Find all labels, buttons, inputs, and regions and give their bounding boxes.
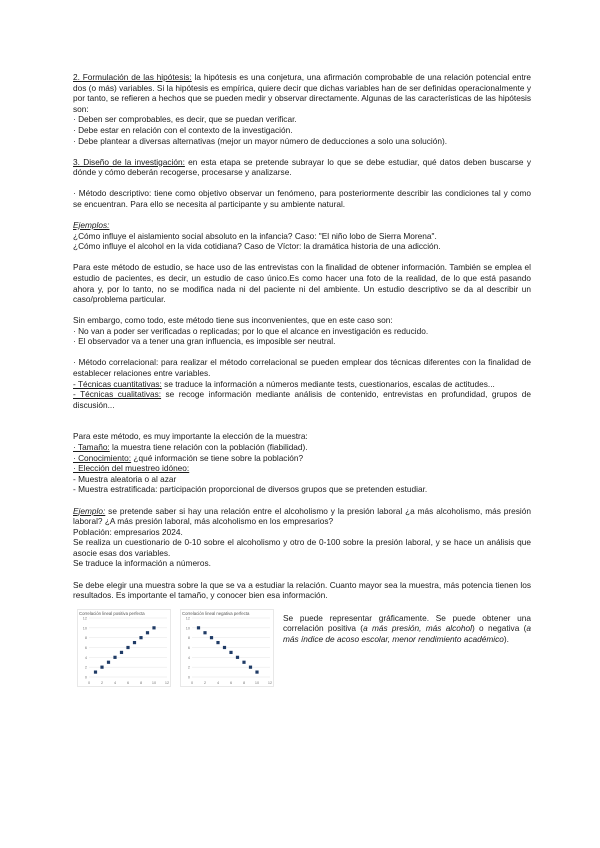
data-point bbox=[113, 655, 116, 658]
y-tick-label: 0 bbox=[84, 675, 87, 680]
charts-row bbox=[73, 609, 531, 689]
x-tick-label: 4 bbox=[216, 680, 220, 685]
sample-size-item bbox=[73, 442, 531, 453]
x-tick-label: 0 bbox=[190, 680, 194, 685]
y-tick-label: 12 bbox=[185, 616, 190, 621]
qualitative-text: se recoge información mediante análisis de contenido, entrevistas en profundidad, grupos de discusión... bbox=[73, 389, 531, 410]
data-point bbox=[197, 626, 200, 629]
example-paragraph bbox=[73, 506, 531, 527]
data-point bbox=[139, 636, 142, 639]
y-tick-label: 10 bbox=[82, 626, 87, 631]
drawback-item: · El observador va a tener una gran influencia, es imposible ser neutral. bbox=[73, 336, 336, 347]
x-tick-label: 0 bbox=[87, 680, 91, 685]
section-2-heading: 2. Formulación de las hipótesis: bbox=[73, 72, 192, 82]
document-page bbox=[73, 72, 531, 689]
hypothesis-bullet: · Debe plantear a diversas alternativas (mejor un mayor número de deducciones a solo una solución). bbox=[73, 135, 448, 146]
sampling-option: - Muestra estratificada: participación proporcional de diversos grupos que se pretenden estudiar. bbox=[73, 484, 428, 495]
hypothesis-bullet: · Deben ser comprobables, es decir, que se puedan verificar. bbox=[73, 114, 297, 125]
x-tick-label: 8 bbox=[139, 680, 143, 685]
data-point bbox=[94, 670, 97, 673]
drawback-item: · No van a poder ser verificadas o replicadas; por lo que el alcance en investigación es reducido. bbox=[73, 325, 429, 336]
quantitative-label: - Técnicas cuantitativas: bbox=[73, 378, 162, 389]
sample-knowledge-text: ¿qué información se tiene sobre la población? bbox=[131, 452, 304, 463]
data-point bbox=[133, 641, 136, 644]
y-tick-label: 2 bbox=[84, 665, 87, 670]
data-point bbox=[146, 631, 149, 634]
qualitative-techniques bbox=[73, 389, 531, 410]
graphic-explanation bbox=[283, 613, 531, 645]
graphic-text: Se puede representar gráficamente. Se puede obtener una correlación positiva ( bbox=[283, 612, 531, 634]
sample-conclusion-paragraph: Se debe elegir una muestra sobre la que se va a estudiar la relación. Cuanto mayor sea la muestra, más potencia tienen los resultados. Es importante el tamaño, y conocer bien esa información. bbox=[73, 579, 531, 601]
y-tick-label: 4 bbox=[84, 655, 87, 660]
graphic-text: ) o negativa ( bbox=[472, 623, 527, 634]
sampling-choice-label: · Elección del muestreo idóneo: bbox=[73, 463, 190, 474]
x-tick-label: 8 bbox=[242, 680, 246, 685]
chart-frame bbox=[78, 609, 171, 686]
correlational-method-paragraph: · Método correlacional: para realizar el método correlacional se pueden emplear dos técnicas diferentes con la finalidad de establecer relaciones entre variables. bbox=[73, 357, 531, 379]
example-label: Ejemplo: bbox=[73, 505, 106, 516]
data-point bbox=[216, 641, 219, 644]
y-tick-label: 6 bbox=[187, 645, 190, 650]
example-line: ¿Cómo influye el alcohol en la vida cotidiana? Caso de Víctor: la dramática historia de una adicción. bbox=[73, 241, 441, 252]
y-tick-label: 8 bbox=[187, 635, 190, 640]
graphic-italic: a más índice de acoso escolar, menor rendimiento académico bbox=[283, 623, 531, 644]
chart-title: Correlación lineal positiva perfecta bbox=[79, 610, 145, 616]
graphic-italic: a más presión, más alcohol bbox=[363, 623, 472, 634]
data-point bbox=[229, 651, 232, 654]
x-tick-label: 10 bbox=[151, 680, 157, 685]
data-point bbox=[223, 646, 226, 649]
x-tick-label: 6 bbox=[126, 680, 130, 685]
y-tick-label: 12 bbox=[82, 616, 87, 621]
positive-correlation-svg bbox=[77, 609, 171, 687]
x-tick-label: 2 bbox=[203, 680, 207, 685]
section-2-intro: la hipótesis es una conjetura, una afirmación comprobable de una relación potencial entre dos (o más) variables. Si la hipótesis es empírica, quiere decir que dichas variables han de ser definidas operacionalmente y por tanto, se refieren a hechos que se pueden medir y observar directamente. Algunas de las características de las hipótesis son: bbox=[73, 72, 531, 114]
y-tick-label: 0 bbox=[187, 675, 190, 680]
sample-intro: Para este método, es muy importante la elección de la muestra: bbox=[73, 431, 308, 442]
quantitative-text: se traduce la información a números mediante tests, cuestionarios, escalas de actitudes... bbox=[161, 378, 495, 389]
section-3-intro: en esta etapa se pretende subrayar lo que se debe estudiar, qué datos deben buscarse y dónde y cómo deberán recogerse, procesarse y analizarse. bbox=[73, 156, 531, 178]
sample-knowledge-label: · Conocimiento: bbox=[73, 452, 132, 463]
positive-correlation-chart bbox=[77, 609, 171, 687]
x-tick-label: 6 bbox=[229, 680, 233, 685]
data-point bbox=[126, 646, 129, 649]
x-tick-label: 10 bbox=[254, 680, 260, 685]
descriptive-details-paragraph: Para este método de estudio, se hace uso de las entrevistas con la finalidad de obtener información. También se emplea el estudio de pacientes, es decir, un estudio de caso único.Es como hacer una foto de la realidad, de lo que está pasando ahora y, por lo tanto, no se modifica nada ni del paciente ni del ambiente. Un estudio descriptivo se da al describir un caso/problema particular. bbox=[73, 262, 531, 305]
drawbacks-intro: Sin embargo, como todo, este método tiene sus inconvenientes, que en este caso son: bbox=[73, 315, 393, 326]
y-tick-label: 6 bbox=[84, 645, 87, 650]
x-tick-label: 12 bbox=[164, 680, 170, 685]
y-tick-label: 2 bbox=[187, 665, 190, 670]
section-3-heading: 3. Diseño de la investigación: bbox=[73, 156, 185, 167]
data-point bbox=[210, 636, 213, 639]
sample-size-label: · Tamaño: bbox=[73, 442, 110, 453]
translate-line: Se traduce la información a números. bbox=[73, 558, 211, 569]
data-point bbox=[236, 655, 239, 658]
sample-knowledge-item bbox=[73, 453, 531, 464]
data-point bbox=[152, 626, 155, 629]
data-point bbox=[242, 660, 245, 663]
x-tick-label: 4 bbox=[113, 680, 117, 685]
example-line: ¿Cómo influye el aislamiento social absoluto en la infancia? Caso: "El niño lobo de Sierra Morena". bbox=[73, 230, 437, 241]
data-point bbox=[249, 665, 252, 668]
design-paragraph bbox=[73, 157, 531, 178]
quantitative-techniques bbox=[73, 379, 531, 390]
qualitative-label: - Técnicas cualitativas: bbox=[73, 389, 162, 400]
hypothesis-paragraph bbox=[73, 72, 531, 114]
data-point bbox=[255, 670, 258, 673]
hypothesis-bullet: · Debe estar en relación con el contexto de la investigación. bbox=[73, 124, 293, 135]
data-point bbox=[203, 631, 206, 634]
x-tick-label: 2 bbox=[100, 680, 104, 685]
chart-frame bbox=[181, 609, 274, 686]
data-point bbox=[120, 651, 123, 654]
data-point bbox=[107, 660, 110, 663]
negative-correlation-chart bbox=[180, 609, 274, 687]
graphic-text: ). bbox=[503, 633, 509, 644]
sampling-option: - Muestra aleatoria o al azar bbox=[73, 473, 177, 484]
example-text: se pretende saber si hay una relación entre el alcoholismo y la presión laboral ¿a más alcoholismo, más presión laboral? ¿A más presión laboral, más alcoholismo en los empresarios? bbox=[73, 505, 531, 527]
data-point bbox=[100, 665, 103, 668]
population-line: Población: empresarios 2024. bbox=[73, 526, 183, 537]
examples-label: Ejemplos: bbox=[73, 220, 110, 231]
negative-correlation-svg bbox=[180, 609, 274, 687]
y-tick-label: 8 bbox=[84, 635, 87, 640]
y-tick-label: 4 bbox=[187, 655, 190, 660]
descriptive-method-paragraph: · Método descriptivo: tiene como objetivo observar un fenómeno, para posteriormente describir las condiciones tal y como se encuentran. Para ello se necesita al participante y su ambiente natural. bbox=[73, 188, 531, 209]
sample-size-text: la muestra tiene relación con la población (fiabilidad). bbox=[109, 442, 308, 453]
y-tick-label: 10 bbox=[185, 626, 190, 631]
chart-title: Correlación lineal negativa perfecta bbox=[182, 610, 250, 616]
questionnaire-line: Se realiza un cuestionario de 0-10 sobre el alcoholismo y otro de 0-100 sobre la presión laboral, y se hace un análisis que asocie esas dos variables. bbox=[73, 537, 531, 558]
x-tick-label: 12 bbox=[267, 680, 273, 685]
